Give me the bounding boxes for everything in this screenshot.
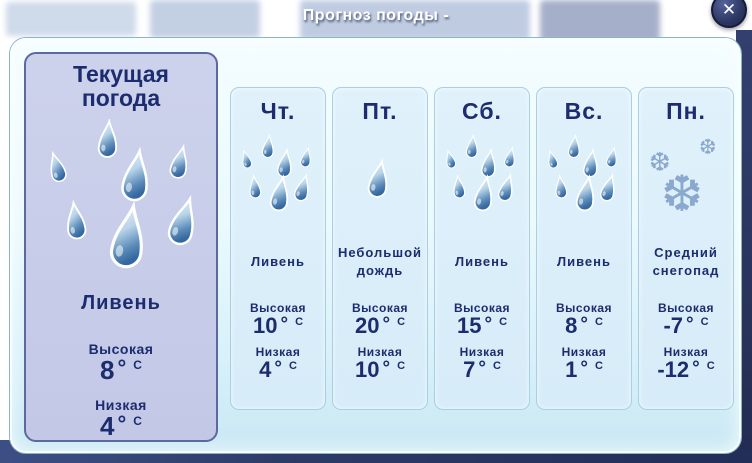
celsius-unit: C bbox=[499, 316, 508, 328]
degree-symbol: ° bbox=[280, 314, 289, 335]
forecast-day-sunday bbox=[536, 87, 632, 410]
snowflake-icon: ❆ bbox=[661, 166, 703, 222]
celsius-unit: C bbox=[594, 360, 603, 372]
low-value: 4 bbox=[259, 357, 272, 382]
current-high-temp bbox=[100, 355, 142, 386]
degree-symbol: ° bbox=[686, 314, 694, 335]
weather-forecast-dialog bbox=[10, 38, 741, 453]
window-title: Прогноз погоды - bbox=[302, 7, 450, 24]
low-value: -12 bbox=[657, 357, 690, 382]
degree-symbol: ° bbox=[382, 358, 391, 379]
day-name: Вс. bbox=[564, 98, 604, 124]
high-label: Высокая bbox=[351, 301, 409, 315]
snowflake-icon: ❆ bbox=[649, 147, 671, 177]
forecast-day-monday bbox=[638, 87, 734, 410]
low-value: 1 bbox=[565, 357, 578, 382]
high-temp bbox=[663, 315, 708, 337]
high-value: -7 bbox=[663, 313, 683, 338]
snowfall-icon bbox=[641, 127, 731, 237]
heavy-rain-icon bbox=[233, 127, 323, 237]
high-temp bbox=[565, 315, 603, 337]
current-low-temp bbox=[100, 411, 142, 442]
heavy-rain-icon bbox=[539, 127, 629, 237]
close-icon: ✕ bbox=[721, 0, 737, 19]
celsius-unit: C bbox=[594, 316, 603, 328]
day-name: Чт. bbox=[260, 98, 296, 124]
current-high-value: 8 bbox=[100, 355, 115, 386]
forecast-row bbox=[230, 87, 735, 410]
high-temp bbox=[457, 315, 507, 337]
heavy-rain-icon bbox=[437, 127, 527, 237]
degree-symbol: ° bbox=[117, 411, 127, 437]
high-temp bbox=[355, 315, 405, 337]
low-label: Низкая bbox=[561, 345, 607, 359]
high-label: Высокая bbox=[555, 301, 613, 315]
celsius-unit: C bbox=[700, 316, 709, 328]
low-value: 7 bbox=[463, 357, 476, 382]
celsius-unit: C bbox=[133, 358, 142, 373]
forecast-day-saturday bbox=[434, 87, 530, 410]
low-value: 10 bbox=[354, 357, 380, 382]
current-low-value: 4 bbox=[100, 411, 115, 442]
light-rain-icon bbox=[335, 127, 425, 237]
high-value: 15 bbox=[456, 313, 482, 338]
heavy-rain-icon bbox=[31, 114, 211, 282]
low-temp bbox=[565, 359, 603, 381]
low-temp bbox=[259, 359, 297, 381]
degree-symbol: ° bbox=[580, 358, 588, 379]
degree-symbol: ° bbox=[478, 358, 486, 379]
forecast-day-thursday bbox=[230, 87, 326, 410]
current-condition-label: Ливень bbox=[81, 292, 161, 315]
celsius-unit: C bbox=[397, 360, 406, 372]
current-weather-panel bbox=[24, 52, 218, 442]
condition-label: Ливень bbox=[454, 254, 509, 270]
degree-symbol: ° bbox=[117, 355, 127, 381]
degree-symbol: ° bbox=[274, 358, 282, 379]
high-value: 20 bbox=[354, 313, 380, 338]
low-label: Низкая bbox=[663, 345, 709, 359]
condition-label: Ливень bbox=[250, 254, 305, 270]
celsius-unit: C bbox=[295, 316, 304, 328]
low-label: Низкая bbox=[255, 345, 301, 359]
day-name: Пн. bbox=[666, 98, 706, 124]
high-value: 10 bbox=[252, 313, 278, 338]
current-high-label: Высокая bbox=[88, 341, 154, 358]
low-temp bbox=[463, 359, 501, 381]
low-label: Низкая bbox=[459, 345, 505, 359]
celsius-unit: C bbox=[133, 414, 142, 429]
celsius-unit: C bbox=[492, 360, 501, 372]
day-name: Пт. bbox=[362, 98, 398, 124]
high-label: Высокая bbox=[657, 301, 715, 315]
forecast-day-friday bbox=[332, 87, 428, 410]
high-label: Высокая bbox=[453, 301, 511, 315]
celsius-unit: C bbox=[288, 360, 297, 372]
low-label: Низкая bbox=[357, 345, 403, 359]
degree-symbol: ° bbox=[692, 358, 700, 379]
condition-label: Ливень bbox=[556, 254, 611, 270]
low-temp bbox=[355, 359, 405, 381]
celsius-unit: C bbox=[397, 316, 406, 328]
current-low-label: Низкая bbox=[95, 397, 147, 414]
condition-label: Небольшой дождь bbox=[337, 245, 423, 278]
celsius-unit: C bbox=[706, 360, 715, 372]
day-name: Сб. bbox=[462, 98, 502, 124]
low-temp bbox=[657, 359, 714, 381]
degree-symbol: ° bbox=[580, 314, 588, 335]
high-label: Высокая bbox=[249, 301, 307, 315]
high-temp bbox=[253, 315, 303, 337]
degree-symbol: ° bbox=[382, 314, 391, 335]
degree-symbol: ° bbox=[484, 314, 493, 335]
snowflake-icon: ❆ bbox=[699, 136, 717, 159]
high-value: 8 bbox=[565, 313, 578, 338]
condition-label: Средний снегопад bbox=[652, 245, 720, 278]
current-weather-title: Текущая погода bbox=[73, 61, 169, 112]
